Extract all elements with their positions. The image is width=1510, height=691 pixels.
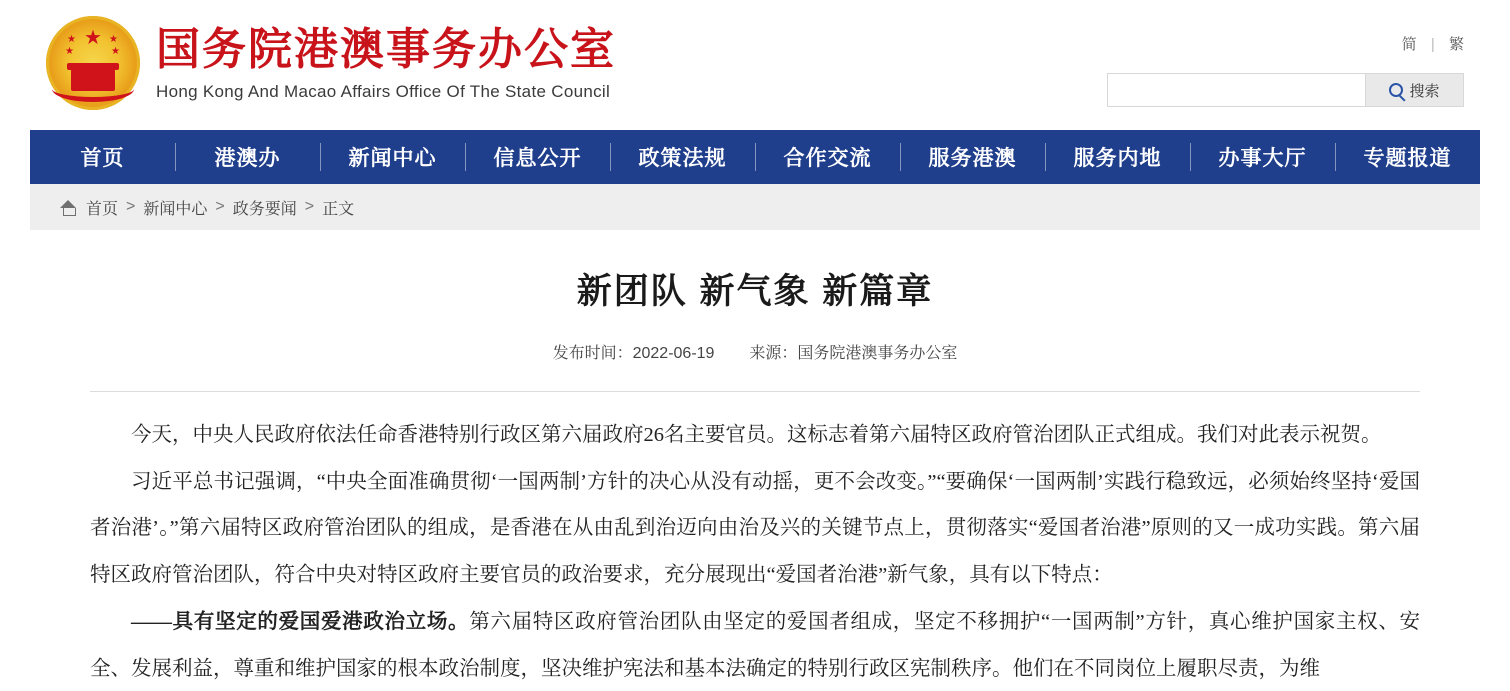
breadcrumb-separator-1: > <box>126 198 136 215</box>
lang-separator: | <box>1430 36 1435 53</box>
nav-item-home[interactable]: 首页 <box>80 147 125 170</box>
breadcrumb-item-government-news[interactable]: 政务要闻 <box>232 200 297 218</box>
article-paragraph-text: 第六届特区政府管治团队由坚定的爱国者组成，坚定不移拥护“一国两制”方针，真心维护国家主权、安全、发展利益，尊重和维护国家的根本政治制度，坚决维护宪法和基本法确定的特别行政区宪制秩序。他们在不同岗位上履职尽责，为维 <box>90 610 1420 680</box>
source-label: 来源： <box>749 345 798 362</box>
breadcrumb-item-home[interactable]: 首页 <box>86 200 119 218</box>
nav-item-info-disclosure[interactable]: 信息公开 <box>465 130 610 184</box>
nav-item-special-reports[interactable]: 专题报道 <box>1335 130 1480 184</box>
search-button-label: 搜索 <box>1409 82 1440 100</box>
lang-traditional-link[interactable]: 繁 <box>1448 36 1464 53</box>
china-national-emblem-icon <box>46 16 140 110</box>
search-input[interactable] <box>1107 73 1365 107</box>
article-meta <box>57 340 1453 363</box>
home-icon <box>60 200 77 215</box>
article <box>57 230 1453 691</box>
article-paragraph: 今天，中央人民政府依法任命香港特别行政区第六届政府26名主要官员。这标志着第六届特区政府管治团队正式组成。我们对此表示祝贺。 <box>131 424 1382 446</box>
emblem-wheat <box>52 76 134 102</box>
nav-item-cooperation[interactable]: 合作交流 <box>755 130 900 184</box>
breadcrumb-item-current: 正文 <box>322 200 355 218</box>
search-button[interactable] <box>1365 73 1464 107</box>
article-paragraph <box>90 599 1420 691</box>
breadcrumb-separator-3: > <box>304 198 315 215</box>
article-body <box>90 392 1420 691</box>
emblem-stars <box>65 27 121 58</box>
emblem-star-1: ★ <box>67 34 76 45</box>
breadcrumb <box>30 184 1480 230</box>
emblem-star-4: ★ <box>111 46 120 57</box>
article-paragraph-lead: ——具有坚定的爱国爱港政治立场。 <box>131 610 470 633</box>
emblem-star-3: ★ <box>109 34 118 45</box>
site-brand[interactable] <box>46 16 616 110</box>
site-title-en: Hong Kong And Macao Affairs Office Of The State Council <box>156 82 611 102</box>
nav-item-hkmao[interactable]: 港澳办 <box>175 130 320 184</box>
emblem-star-big: ★ <box>84 27 102 49</box>
page-title: 新团队 新气象 新篇章 <box>576 272 934 311</box>
search-box <box>1107 73 1464 107</box>
site-header <box>0 0 1510 130</box>
breadcrumb-separator-2: > <box>215 198 225 215</box>
lang-simplified-link[interactable]: 简 <box>1401 36 1417 53</box>
nav-item-serve-mainland[interactable]: 服务内地 <box>1045 130 1190 184</box>
main-nav <box>30 130 1480 184</box>
publish-date: 2022-06-19 <box>632 345 715 362</box>
article-paragraph: 习近平总书记强调，“中央全面准确贯彻‘一国两制’方针的决心从没有动摇，更不会改变。”“要确保‘一国两制’实践行稳致远，必须始终坚持‘爱国者治港’。”第六届特区政府管治团队的组成，是香港在从由乱到治迈向由治及兴的关键节点上，贯彻落实“爱国者治港”原则的又一成功实践。第六届特区政府管治团队，符合中央对特区政府主要官员的政治要求，充分展现出“爱国者治港”新气象，具有以下特点： <box>90 470 1420 587</box>
site-titles <box>156 24 616 103</box>
language-switch <box>1402 33 1464 54</box>
publish-label: 发布时间： <box>552 345 633 362</box>
nav-item-service-hall[interactable]: 办事大厅 <box>1190 130 1335 184</box>
source-value: 国务院港澳事务办公室 <box>797 345 958 362</box>
breadcrumb-item-news-center[interactable]: 新闻中心 <box>143 200 208 218</box>
site-title-cn: 国务院港澳事务办公室 <box>156 24 616 74</box>
emblem-star-2: ★ <box>65 46 74 57</box>
nav-item-news-center[interactable]: 新闻中心 <box>320 130 465 184</box>
nav-item-policy-regulations[interactable]: 政策法规 <box>610 130 755 184</box>
nav-item-serve-hkmo[interactable]: 服务港澳 <box>900 130 1045 184</box>
search-icon <box>1389 83 1403 97</box>
